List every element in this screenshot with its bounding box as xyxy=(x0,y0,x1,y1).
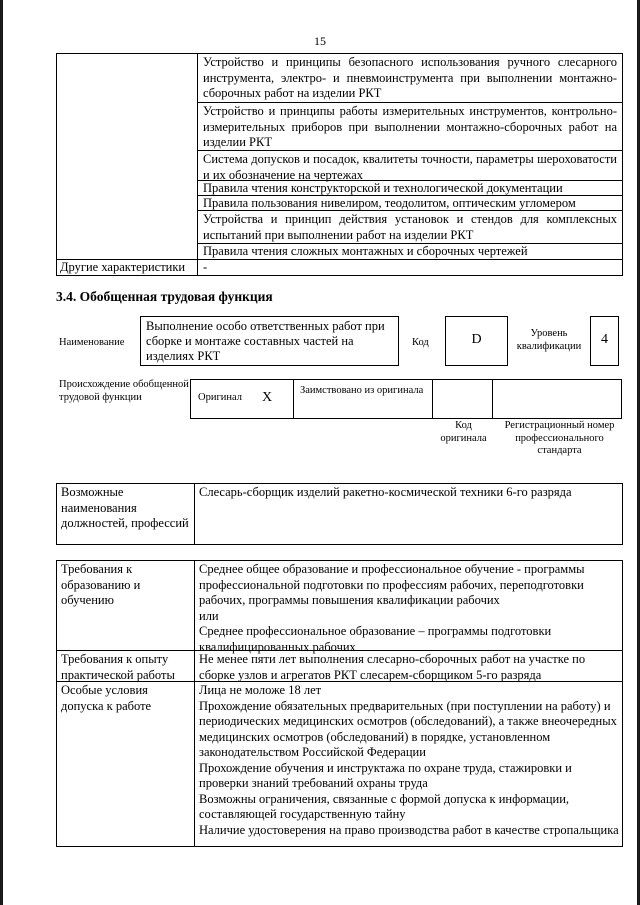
section-heading: 3.4. Обобщенная трудовая функция xyxy=(56,289,273,304)
knowledge-item: Система допусков и посадок, квалитеты точности, параметры шероховатости и их обозначение на чертежах xyxy=(203,152,617,182)
knowledge-item: Правила чтения сложных монтажных и сборочных чертежей xyxy=(203,244,528,258)
education-label: Требования к образованию и обучению xyxy=(61,562,141,607)
code-original-caption: Код оригинала xyxy=(440,420,487,444)
conditions-value xyxy=(199,683,619,838)
original-mark: X xyxy=(262,390,273,405)
conditions-label: Особые условия допуска к работе xyxy=(61,683,152,713)
code-label: Код xyxy=(412,337,429,348)
origin-label: Происхождение обобщенной трудовой функции xyxy=(59,379,189,403)
knowledge-item: Правила пользования нивелиром, теодолитом, оптическим угломером xyxy=(203,196,576,210)
code-value: D xyxy=(471,332,482,347)
name-value: Выполнение особо ответственных работ при сборке и монтаже составных частей на изделиях РКТ xyxy=(146,319,385,363)
knowledge-item: Устройства и принцип действия установок и стендов для комплексных испытаний при выполнении работ на изделии РКТ xyxy=(203,212,617,242)
original-label: Оригинал xyxy=(198,392,242,403)
borrowed-label: Заимствовано из оригинала xyxy=(300,385,424,396)
condition-line: Лица не моложе 18 лет xyxy=(199,683,322,697)
education-line: Среднее профессиональное образование – программы подготовки квалифицированных рабочих xyxy=(199,624,552,654)
condition-line: Наличие удостоверения на право производства работ в качестве стропальщика xyxy=(199,822,619,837)
knowledge-item: Правила чтения конструкторской и технологической документации xyxy=(203,181,563,195)
education-value xyxy=(199,562,619,655)
condition-line: Прохождение обязательных предварительных (при поступлении на работу) и периодических медицинских осмотров (обследований), а также внеочередных медицинских осмотров (обследований) в порядке, установленном законодательством Российской Федерации xyxy=(199,698,617,759)
education-line: или xyxy=(199,608,219,623)
level-label: Уровень квалификации xyxy=(516,328,582,352)
scan-left-edge xyxy=(0,0,3,905)
condition-line: Прохождение обучения и инструктажа по охране труда, стажировки и проверки знаний требований охраны труда xyxy=(199,760,572,790)
positions-value: Слесарь-сборщик изделий ракетно-космической техники 6-го разряда xyxy=(199,485,572,499)
experience-label: Требования к опыту практической работы xyxy=(61,652,175,682)
other-characteristics-value: - xyxy=(203,260,208,274)
level-value: 4 xyxy=(601,332,608,347)
registration-number-caption: Регистрационный номер профессионального стандарта xyxy=(504,420,615,456)
condition-line: Возможны ограничения, связанные с формой допуска к информации, составляющей государственную тайну xyxy=(199,791,570,821)
knowledge-item: Устройство и принципы безопасного использования ручного слесарного инструмента, электро- и пневмоинструмента при выполнении монтажно-сборочных работ на изделии РКТ xyxy=(203,55,617,100)
name-label: Наименование xyxy=(59,337,125,348)
positions-label: Возможные наименования должностей, профессий xyxy=(61,485,189,530)
experience-value: Не менее пяти лет выполнения слесарно-сборочных работ на участке по сборке узлов и агрегатов РКТ слесарем-сборщиком 5-го разряда xyxy=(199,652,586,682)
page-number: 15 xyxy=(314,34,326,48)
other-characteristics-label: Другие характеристики xyxy=(60,260,186,274)
knowledge-item: Устройство и принципы работы измерительных инструментов, контрольно-измерительных приборов при выполнении монтажно-сборочных работ на изделии РКТ xyxy=(203,104,617,149)
education-line: Среднее общее образование и профессиональное обучение - программы профессиональной подготовки по профессиям рабочих, переподготовки рабочих, программы повышения квалификации рабочих xyxy=(199,562,585,607)
